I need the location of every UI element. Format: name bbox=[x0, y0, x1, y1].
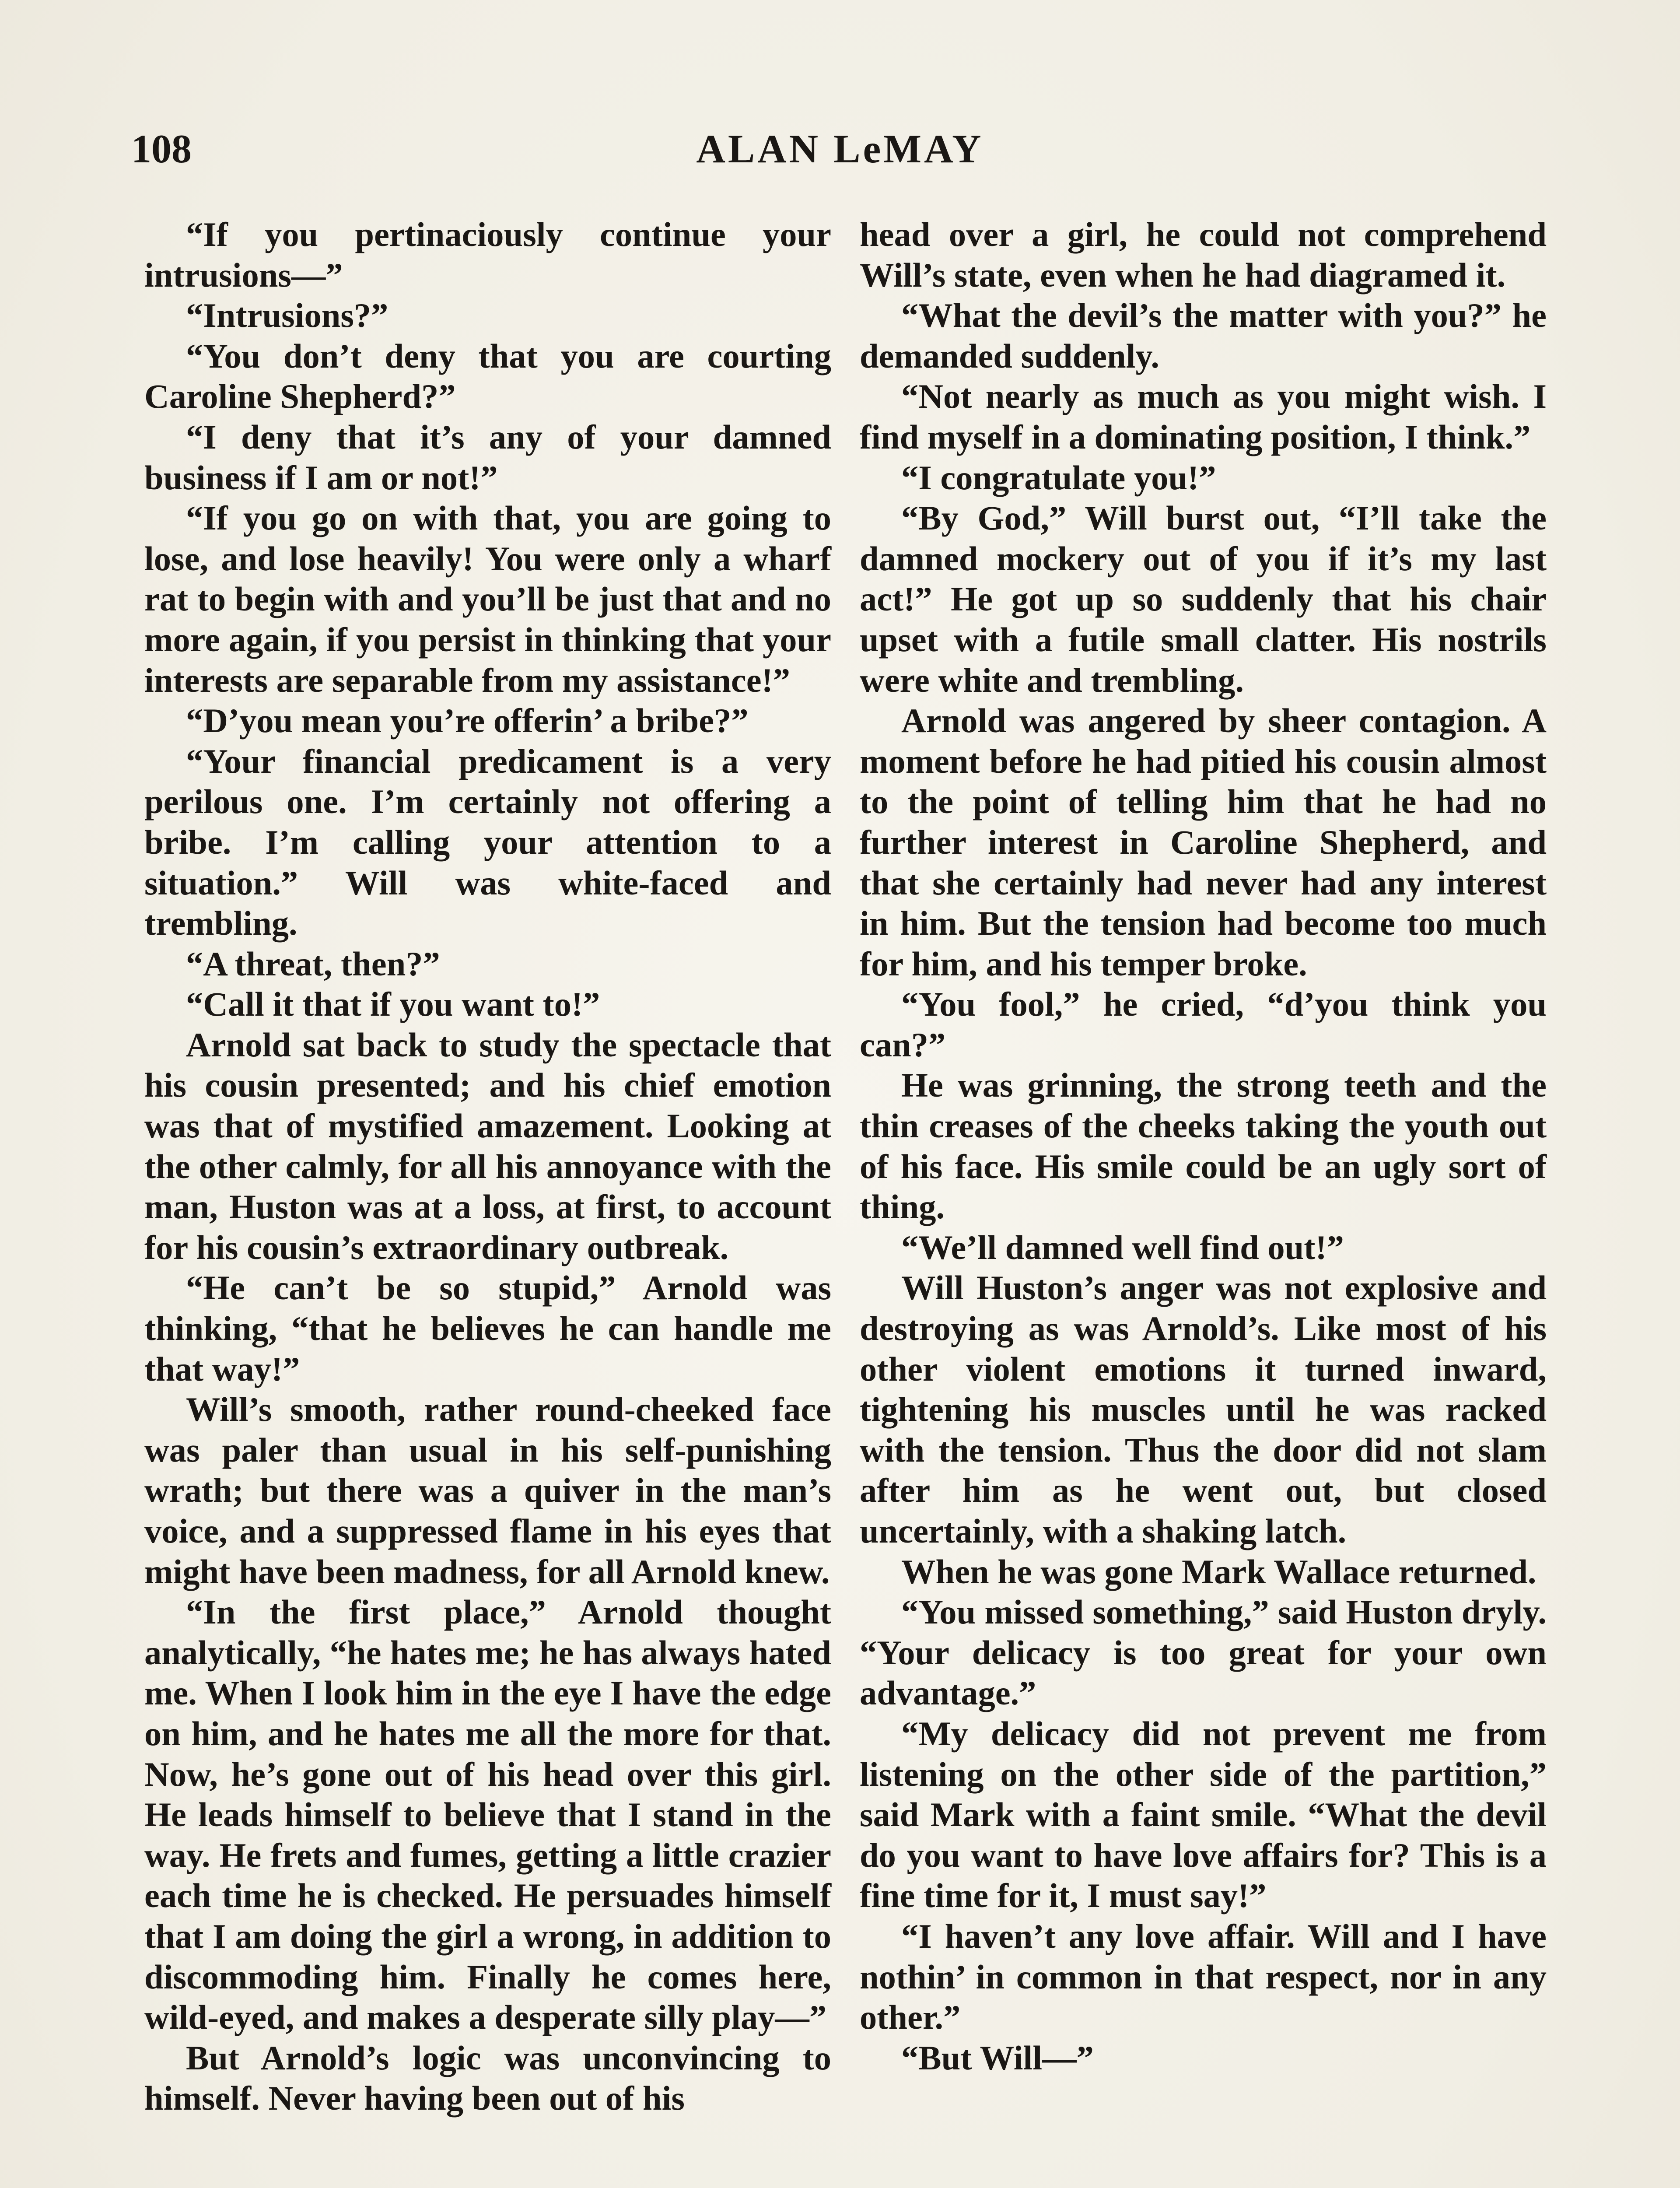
paragraph: “But Will—” bbox=[901, 2038, 1094, 2077]
paragraph: Arnold sat back to study the spectacle that his cousin presented; and his chief emotion was that of mystified amazement. Looking at the other calmly, for all his annoyance with the man, Huston was at a loss, at first, to account for his cousin’s extraordinary outbreak. bbox=[144, 1025, 831, 1266]
paragraph: “He can’t be so stupid,” Arnold was thinking, “that he believes he can handle me that way!” bbox=[144, 1269, 831, 1388]
paragraph: He was grinning, the strong teeth and the thin creases of the cheeks taking the youth out of his face. His smile could be an ugly sort of thing. bbox=[860, 1066, 1547, 1226]
paragraph: “You missed something,” said Huston dryly. “Your delicacy is too great for your own advantage.” bbox=[860, 1593, 1547, 1712]
left-column bbox=[144, 214, 831, 2119]
paragraph: Will Huston’s anger was not explosive and destroying as was Arnold’s. Like most of his other violent emotions it turned inward, tightening his muscles until he was racked with the tension. Thus the door did not slam after him as he went out, but closed uncertainly, with a shaking latch. bbox=[860, 1269, 1547, 1550]
paragraph-continuation: head over a girl, he could not comprehend Will’s state, even when he had diagramed it. bbox=[860, 215, 1547, 294]
paragraph: “By God,” Will burst out, “I’ll take the damned mockery out of you if it’s my last act!” He got up so suddenly that his chair upset with a futile small clatter. His nostrils were white and trembling. bbox=[860, 499, 1547, 699]
paragraph: “I haven’t any love affair. Will and I have nothin’ in common in that respect, nor in any other.” bbox=[860, 1917, 1547, 2037]
paragraph: “My delicacy did not prevent me from listening on the other side of the partition,” said Mark with a faint smile. “What the devil do you want to have love affairs for? This is a fine time for it, I must say!” bbox=[860, 1714, 1547, 1915]
paragraph: “What the devil’s the matter with you?” he demanded suddenly. bbox=[860, 296, 1547, 375]
paragraph: “Not nearly as much as you might wish. I find myself in a dominating position, I think.” bbox=[860, 377, 1547, 456]
paragraph: Will’s smooth, rather round-cheeked face was paler than usual in his self-punishing wrath; but there was a quiver in the man’s voice, and a suppressed flame in his eyes that might have been madness, for all Arnold knew. bbox=[144, 1390, 831, 1591]
running-head-author: ALAN LeMAY bbox=[696, 126, 984, 171]
paragraph: “A threat, then?” bbox=[186, 944, 440, 983]
paragraph: “D’you mean you’re offerin’ a bribe?” bbox=[186, 701, 749, 740]
running-head bbox=[131, 123, 1549, 188]
paragraph: Arnold was angered by sheer contagion. A moment before he had pitied his cousin almost to the point of telling him that he had no further interest in Caroline Shepherd, and that she certainly had never had any interest in him. But the tension had become too much for him, and his temper broke. bbox=[860, 701, 1547, 983]
paragraph: “If you pertinaciously continue your intrusions—” bbox=[144, 215, 831, 294]
paragraph: “I deny that it’s any of your damned business if I am or not!” bbox=[144, 417, 831, 497]
page-number: 108 bbox=[131, 126, 192, 171]
paragraph: But Arnold’s logic was unconvincing to himself. Never having been out of his bbox=[144, 2038, 831, 2118]
paragraph: “Intrusions?” bbox=[186, 296, 388, 335]
paragraph: “Your financial predicament is a very perilous one. I’m certainly not offering a bribe. I’m calling your attention to a situation.” Will was white-faced and trembling. bbox=[144, 742, 831, 943]
paragraph: “Call it that if you want to!” bbox=[186, 985, 600, 1024]
paragraph: “You don’t deny that you are courting Caroline Shepherd?” bbox=[144, 337, 831, 416]
paragraph: “In the first place,” Arnold thought analytically, “he hates me; he has always hated me. When I look him in the eye I have the edge on him, and he hates me all the more for that. Now, he’s gone out of his head over this girl. He leads himself to believe that I stand in the way. He frets and fumes, getting a little crazier each time he is checked. He persuades himself that I am doing the girl a wrong, in addition to discommoding him. Finally he comes here, wild-eyed, and makes a desperate silly play—” bbox=[144, 1593, 831, 2037]
paragraph: “You fool,” he cried, “d’you think you can?” bbox=[860, 985, 1547, 1064]
paragraph: “We’ll damned well find out!” bbox=[901, 1228, 1344, 1266]
paragraph: “If you go on with that, you are going to lose, and lose heavily! You were only a wharf rat to begin with and you’ll be just that and no more again, if you persist in thinking that your interests are separable from my assistance!” bbox=[144, 499, 831, 699]
right-column bbox=[860, 214, 1547, 2078]
paragraph: “I congratulate you!” bbox=[901, 458, 1216, 497]
paragraph: When he was gone Mark Wallace returned. bbox=[901, 1552, 1536, 1591]
